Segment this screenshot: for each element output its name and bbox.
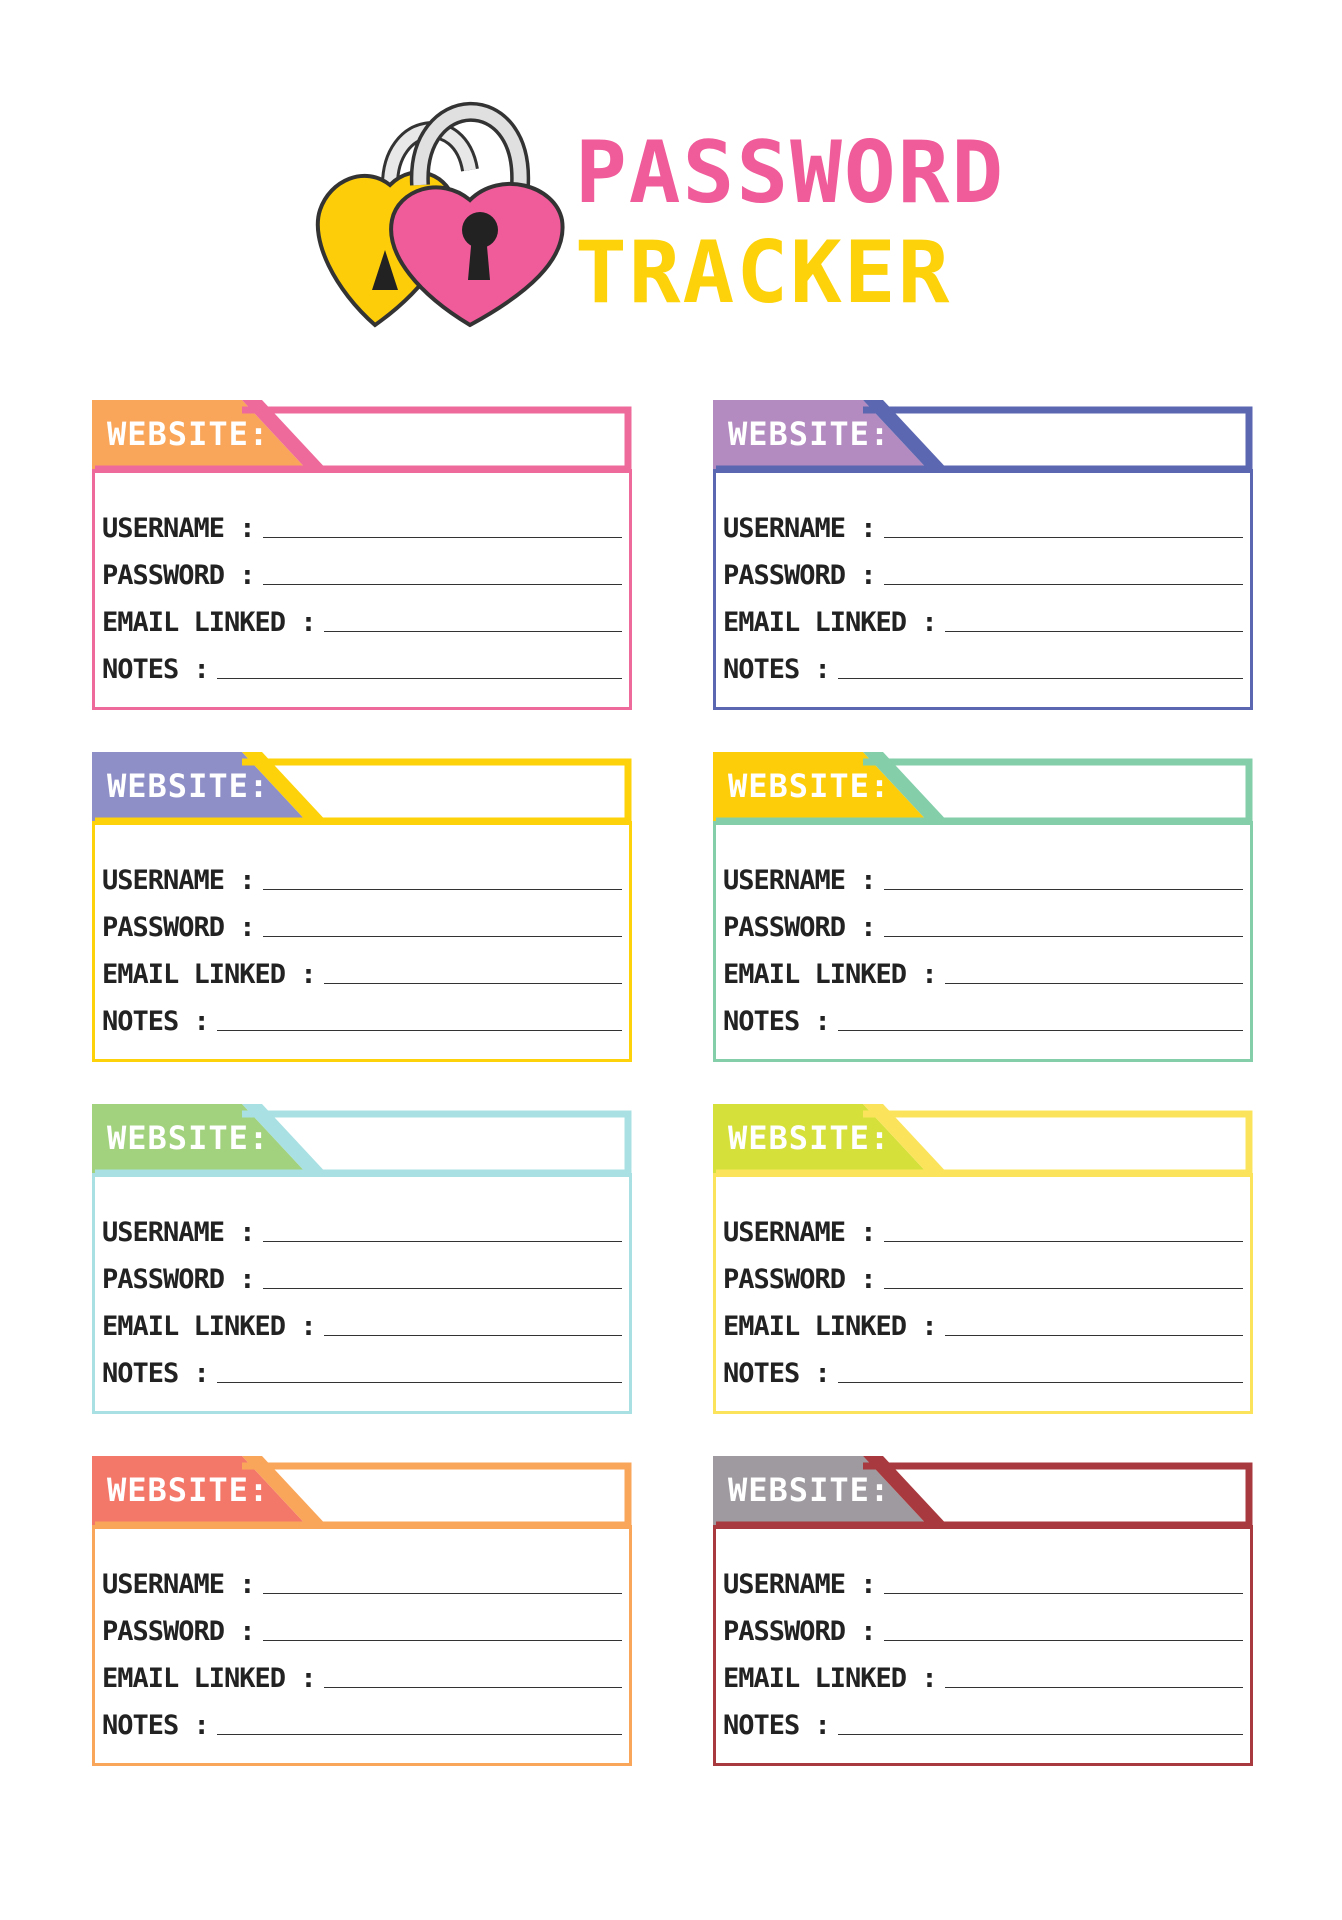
email-write-line[interactable]	[945, 1335, 1243, 1336]
email-write-line[interactable]	[324, 1335, 622, 1336]
website-label: WEBSITE:	[107, 767, 270, 805]
email-label: EMAIL LINKED :	[723, 607, 937, 638]
email-write-line[interactable]	[324, 1687, 622, 1688]
password-write-line[interactable]	[884, 1288, 1243, 1289]
password-label: PASSWORD :	[723, 912, 876, 943]
notes-write-line[interactable]	[217, 678, 622, 679]
notes-label: NOTES :	[102, 1006, 209, 1037]
password-write-line[interactable]	[884, 1640, 1243, 1641]
account-card	[92, 1104, 632, 1414]
email-label: EMAIL LINKED :	[102, 607, 316, 638]
username-label: USERNAME :	[102, 865, 255, 896]
username-field[interactable]	[723, 1564, 1243, 1600]
password-field[interactable]	[723, 907, 1243, 943]
password-label: PASSWORD :	[723, 560, 876, 591]
password-label: PASSWORD :	[102, 560, 255, 591]
password-field[interactable]	[102, 907, 622, 943]
username-label: USERNAME :	[102, 1217, 255, 1248]
notes-field[interactable]	[723, 1353, 1243, 1389]
notes-write-line[interactable]	[838, 678, 1243, 679]
email-field[interactable]	[102, 954, 622, 990]
website-label: WEBSITE:	[728, 1471, 891, 1509]
password-write-line[interactable]	[263, 1640, 622, 1641]
account-card	[713, 752, 1253, 1062]
notes-field[interactable]	[102, 649, 622, 685]
website-tab[interactable]	[713, 1456, 1253, 1529]
username-write-line[interactable]	[263, 537, 622, 538]
notes-label: NOTES :	[102, 654, 209, 685]
header	[310, 90, 1070, 340]
website-tab[interactable]	[713, 752, 1253, 825]
notes-write-line[interactable]	[838, 1734, 1243, 1735]
account-card	[713, 400, 1253, 710]
password-label: PASSWORD :	[102, 1264, 255, 1295]
email-field[interactable]	[723, 602, 1243, 638]
email-label: EMAIL LINKED :	[102, 1311, 316, 1342]
username-field[interactable]	[723, 508, 1243, 544]
notes-field[interactable]	[723, 649, 1243, 685]
username-write-line[interactable]	[884, 1593, 1243, 1594]
account-card	[713, 1456, 1253, 1766]
email-field[interactable]	[723, 954, 1243, 990]
notes-write-line[interactable]	[838, 1382, 1243, 1383]
website-tab[interactable]	[92, 400, 632, 473]
email-label: EMAIL LINKED :	[723, 1311, 937, 1342]
email-write-line[interactable]	[945, 631, 1243, 632]
username-field[interactable]	[102, 1564, 622, 1600]
email-label: EMAIL LINKED :	[723, 1663, 937, 1694]
username-write-line[interactable]	[884, 1241, 1243, 1242]
account-card	[92, 752, 632, 1062]
username-field[interactable]	[102, 1212, 622, 1248]
notes-label: NOTES :	[723, 654, 830, 685]
username-label: USERNAME :	[102, 1569, 255, 1600]
password-label: PASSWORD :	[102, 912, 255, 943]
username-write-line[interactable]	[263, 889, 622, 890]
password-label: PASSWORD :	[723, 1616, 876, 1647]
email-label: EMAIL LINKED :	[102, 1663, 316, 1694]
website-label: WEBSITE:	[107, 415, 270, 453]
password-field[interactable]	[102, 555, 622, 591]
heart-padlocks-icon	[310, 90, 580, 340]
username-label: USERNAME :	[723, 1569, 876, 1600]
notes-write-line[interactable]	[217, 1734, 622, 1735]
title-password: PASSWORD	[575, 123, 1006, 223]
notes-field[interactable]	[723, 1705, 1243, 1741]
email-field[interactable]	[102, 602, 622, 638]
notes-write-line[interactable]	[217, 1382, 622, 1383]
notes-label: NOTES :	[102, 1358, 209, 1389]
username-label: USERNAME :	[723, 865, 876, 896]
password-field[interactable]	[723, 555, 1243, 591]
password-label: PASSWORD :	[102, 1616, 255, 1647]
password-write-line[interactable]	[884, 584, 1243, 585]
password-write-line[interactable]	[263, 936, 622, 937]
username-label: USERNAME :	[723, 1217, 876, 1248]
username-write-line[interactable]	[263, 1593, 622, 1594]
email-field[interactable]	[723, 1306, 1243, 1342]
password-field[interactable]	[102, 1611, 622, 1647]
notes-label: NOTES :	[723, 1358, 830, 1389]
username-write-line[interactable]	[884, 537, 1243, 538]
title-tracker: TRACKER	[575, 223, 952, 323]
notes-field[interactable]	[102, 1001, 622, 1037]
email-label: EMAIL LINKED :	[102, 959, 316, 990]
username-label: USERNAME :	[102, 513, 255, 544]
notes-field[interactable]	[102, 1353, 622, 1389]
password-field[interactable]	[723, 1259, 1243, 1295]
email-label: EMAIL LINKED :	[723, 959, 937, 990]
email-write-line[interactable]	[945, 983, 1243, 984]
email-write-line[interactable]	[324, 631, 622, 632]
password-field[interactable]	[102, 1259, 622, 1295]
notes-label: NOTES :	[723, 1006, 830, 1037]
website-label: WEBSITE:	[728, 1119, 891, 1157]
username-field[interactable]	[102, 860, 622, 896]
website-label: WEBSITE:	[728, 767, 891, 805]
notes-write-line[interactable]	[838, 1030, 1243, 1031]
account-card	[713, 1104, 1253, 1414]
notes-write-line[interactable]	[217, 1030, 622, 1031]
notes-label: NOTES :	[102, 1710, 209, 1741]
email-write-line[interactable]	[945, 1687, 1243, 1688]
website-tab[interactable]	[713, 1104, 1253, 1177]
username-write-line[interactable]	[263, 1241, 622, 1242]
password-write-line[interactable]	[884, 936, 1243, 937]
website-tab[interactable]	[92, 1104, 632, 1177]
notes-field[interactable]	[723, 1001, 1243, 1037]
website-label: WEBSITE:	[107, 1471, 270, 1509]
username-write-line[interactable]	[884, 889, 1243, 890]
email-field[interactable]	[723, 1658, 1243, 1694]
website-label: WEBSITE:	[107, 1119, 270, 1157]
username-label: USERNAME :	[723, 513, 876, 544]
password-label: PASSWORD :	[723, 1264, 876, 1295]
password-field[interactable]	[723, 1611, 1243, 1647]
email-write-line[interactable]	[324, 983, 622, 984]
website-label: WEBSITE:	[728, 415, 891, 453]
username-field[interactable]	[723, 1212, 1243, 1248]
notes-field[interactable]	[102, 1705, 622, 1741]
password-write-line[interactable]	[263, 584, 622, 585]
notes-label: NOTES :	[723, 1710, 830, 1741]
username-field[interactable]	[723, 860, 1243, 896]
password-write-line[interactable]	[263, 1288, 622, 1289]
website-tab[interactable]	[92, 1456, 632, 1529]
account-card	[92, 1456, 632, 1766]
email-field[interactable]	[102, 1658, 622, 1694]
website-tab[interactable]	[92, 752, 632, 825]
username-field[interactable]	[102, 508, 622, 544]
email-field[interactable]	[102, 1306, 622, 1342]
website-tab[interactable]	[713, 400, 1253, 473]
account-card	[92, 400, 632, 710]
